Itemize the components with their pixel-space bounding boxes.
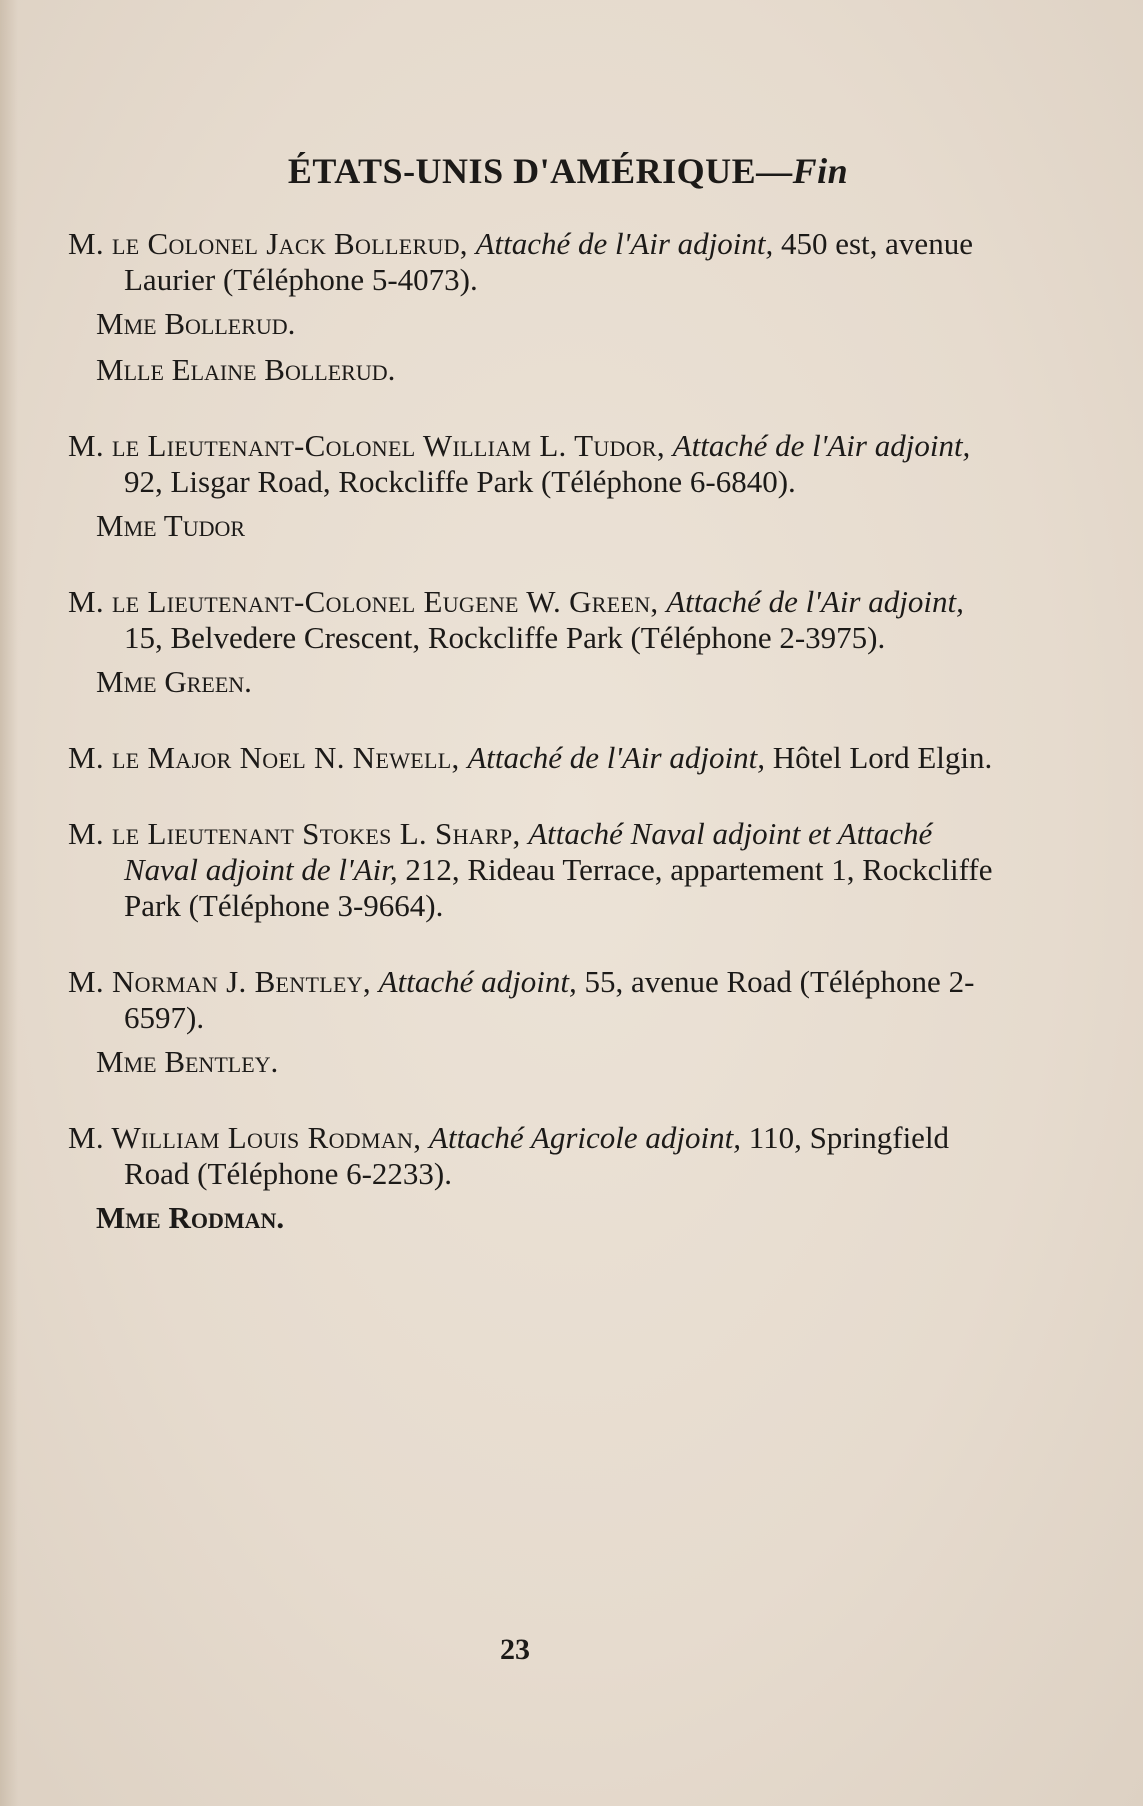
entry-role: Attaché Naval adjoint et Attaché Naval adjoint de l'Air, (124, 816, 933, 887)
heading-suffix: Fin (792, 151, 849, 191)
entry-name: M. le Lieutenant-Colonel William L. Tudor, (68, 428, 665, 463)
entry-sharp (68, 816, 1008, 924)
page-number: 23 (500, 1633, 530, 1666)
entry-role: Attaché adjoint, (378, 964, 577, 999)
entry-name: M. le Lieutenant Stokes L. Sharp, (68, 816, 521, 851)
entry-address: Hôtel Lord Elgin. (772, 740, 993, 775)
family-member: Mlle Elaine Bollerud. (96, 352, 396, 387)
family-member: Mme Tudor (96, 508, 246, 543)
entry-role: Attaché de l'Air adjoint, (672, 428, 971, 463)
page-heading (68, 150, 1008, 192)
entry-role: Attaché de l'Air adjoint, (475, 226, 774, 261)
heading-title: ÉTATS-UNIS D'AMÉRIQUE— (287, 151, 793, 191)
entry-name: M. le Lieutenant-Colonel Eugene W. Green, (68, 584, 659, 619)
entry-name: M. le Major Noel N. Newell, (68, 740, 460, 775)
entry-rodman (68, 1120, 1008, 1236)
page-content (68, 150, 1008, 1276)
entry-bentley (68, 964, 1008, 1080)
entry-address: 15, Belvedere Crescent, Rockcliffe Park (Téléphone 2-3975). (124, 620, 886, 655)
entry-address: 55, avenue Road (Téléphone 2-6597). (124, 964, 975, 1035)
entry-name: M. William Louis Rodman, (68, 1120, 422, 1155)
entry-tudor (68, 428, 1008, 544)
entry-text (68, 1120, 1008, 1192)
entry-address: 110, Springfield Road (Téléphone 6-2233). (124, 1120, 950, 1191)
entry-green (68, 584, 1008, 700)
family-member: Mme Bollerud. (96, 306, 296, 341)
family-member: Mme Bentley. (96, 1044, 279, 1079)
entry-text (68, 964, 1008, 1036)
entry-text (68, 740, 1008, 776)
entry-role: Attaché de l'Air adjoint, (666, 584, 964, 619)
entry-text (68, 428, 1008, 500)
entry-newell (68, 740, 1008, 776)
family-member: Mme Rodman. (96, 1200, 285, 1235)
entry-name: M. Norman J. Bentley, (68, 964, 371, 999)
family-member: Mme Green. (96, 664, 252, 699)
entry-text (68, 584, 1008, 656)
entry-address: 212, Rideau Terrace, appartement 1, Rockcliffe Park (Téléphone 3-9664). (124, 852, 993, 923)
entry-address: 450 est, avenue Laurier (Téléphone 5-4073). (124, 226, 973, 297)
entry-role: Attaché Agricole adjoint, (429, 1120, 741, 1155)
entry-name: M. le Colonel Jack Bollerud, (68, 226, 468, 261)
entry-text (68, 226, 1008, 298)
entry-bollerud (68, 226, 1008, 388)
entry-role: Attaché de l'Air adjoint, (467, 740, 765, 775)
entry-address: 92, Lisgar Road, Rockcliffe Park (Téléphone 6-6840). (124, 464, 796, 499)
entry-text (68, 816, 1008, 924)
